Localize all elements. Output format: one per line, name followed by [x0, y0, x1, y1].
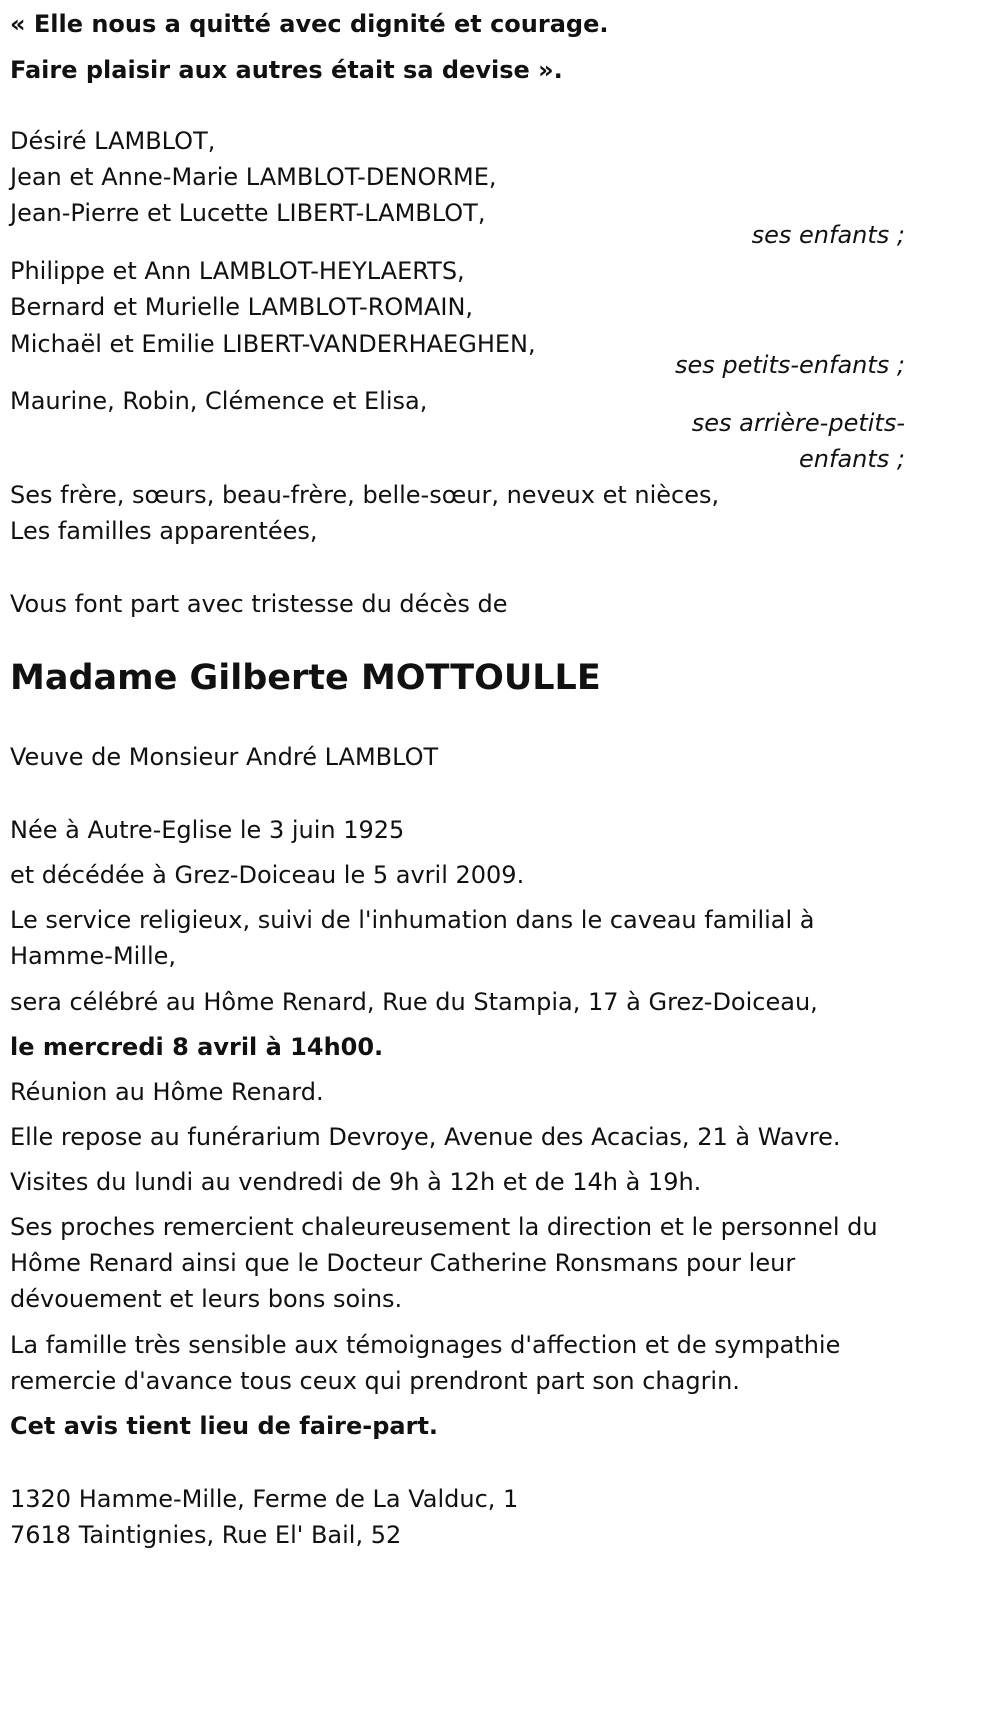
great-grandchildren-names: Maurine, Robin, Clémence et Elisa,: [10, 387, 428, 415]
child-name: Jean et Anne-Marie LAMBLOT-DENORME,: [10, 163, 497, 191]
venue-info: sera célébré au Hôme Renard, Rue du Stampia, 17 à Grez-Doiceau,: [10, 988, 818, 1016]
grandchild-name: Bernard et Murielle LAMBLOT-ROMAIN,: [10, 293, 474, 321]
child-name: Jean-Pierre et Lucette LIBERT-LAMBLOT,: [10, 199, 486, 227]
visiting-hours: Visites du lundi au vendredi de 9h à 12h et de 14h à 19h.: [10, 1168, 702, 1196]
ceremony-date: le mercredi 8 avril à 14h00.: [10, 1033, 384, 1061]
quote-line-1: « Elle nous a quitté avec dignité et courage.: [10, 10, 609, 38]
great-grandchildren-label-line-2: enfants ;: [799, 445, 905, 473]
grandchild-name: Philippe et Ann LAMBLOT-HEYLAERTS,: [10, 257, 465, 285]
widow-of: Veuve de Monsieur André LAMBLOT: [10, 743, 439, 771]
resting-place: Elle repose au funérarium Devroye, Avenue des Acacias, 21 à Wavre.: [10, 1123, 841, 1151]
grandchild-name: Michaël et Emilie LIBERT-VANDERHAEGHEN,: [10, 330, 536, 358]
quote-line-2: Faire plaisir aux autres était sa devise ».: [10, 56, 563, 84]
service-info: Le service religieux, suivi de l'inhumation dans le caveau familial à Hamme-Mille,: [10, 906, 815, 970]
thanks-paragraph: Ses proches remercient chaleureusement la direction et le personnel du Hôme Renard ainsi que le Docteur Catherine Ronsmans pour leur dévouement et leurs bons soins.: [10, 1213, 878, 1313]
grandchildren-label: ses petits-enfants ;: [674, 351, 905, 379]
child-name: Désiré LAMBLOT,: [10, 127, 216, 155]
children-label: ses enfants ;: [751, 221, 905, 249]
notice-line: Cet avis tient lieu de faire-part.: [10, 1412, 439, 1440]
deceased-name: Madame Gilberte MOTTOULLE: [10, 658, 601, 698]
relatives-line-2: Les familles apparentées,: [10, 517, 318, 545]
relatives-line-1: Ses frère, sœurs, beau-frère, belle-sœur, neveux et nièces,: [10, 481, 720, 509]
great-grandchildren-label-line-1: ses arrière-petits-: [691, 409, 905, 437]
address-line: 7618 Taintignies, Rue El' Bail, 52: [10, 1521, 402, 1549]
family-note: La famille très sensible aux témoignages d'affection et de sympathie remercie d'avance tous ceux qui prendront part son chagrin.: [10, 1331, 841, 1395]
death-info: et décédée à Grez-Doiceau le 5 avril 2009.: [10, 861, 525, 889]
birth-info: Née à Autre-Eglise le 3 juin 1925: [10, 816, 405, 844]
gathering-info: Réunion au Hôme Renard.: [10, 1078, 324, 1106]
announcement: Vous font part avec tristesse du décès de: [10, 590, 508, 618]
address-line: 1320 Hamme-Mille, Ferme de La Valduc, 1: [10, 1485, 519, 1513]
